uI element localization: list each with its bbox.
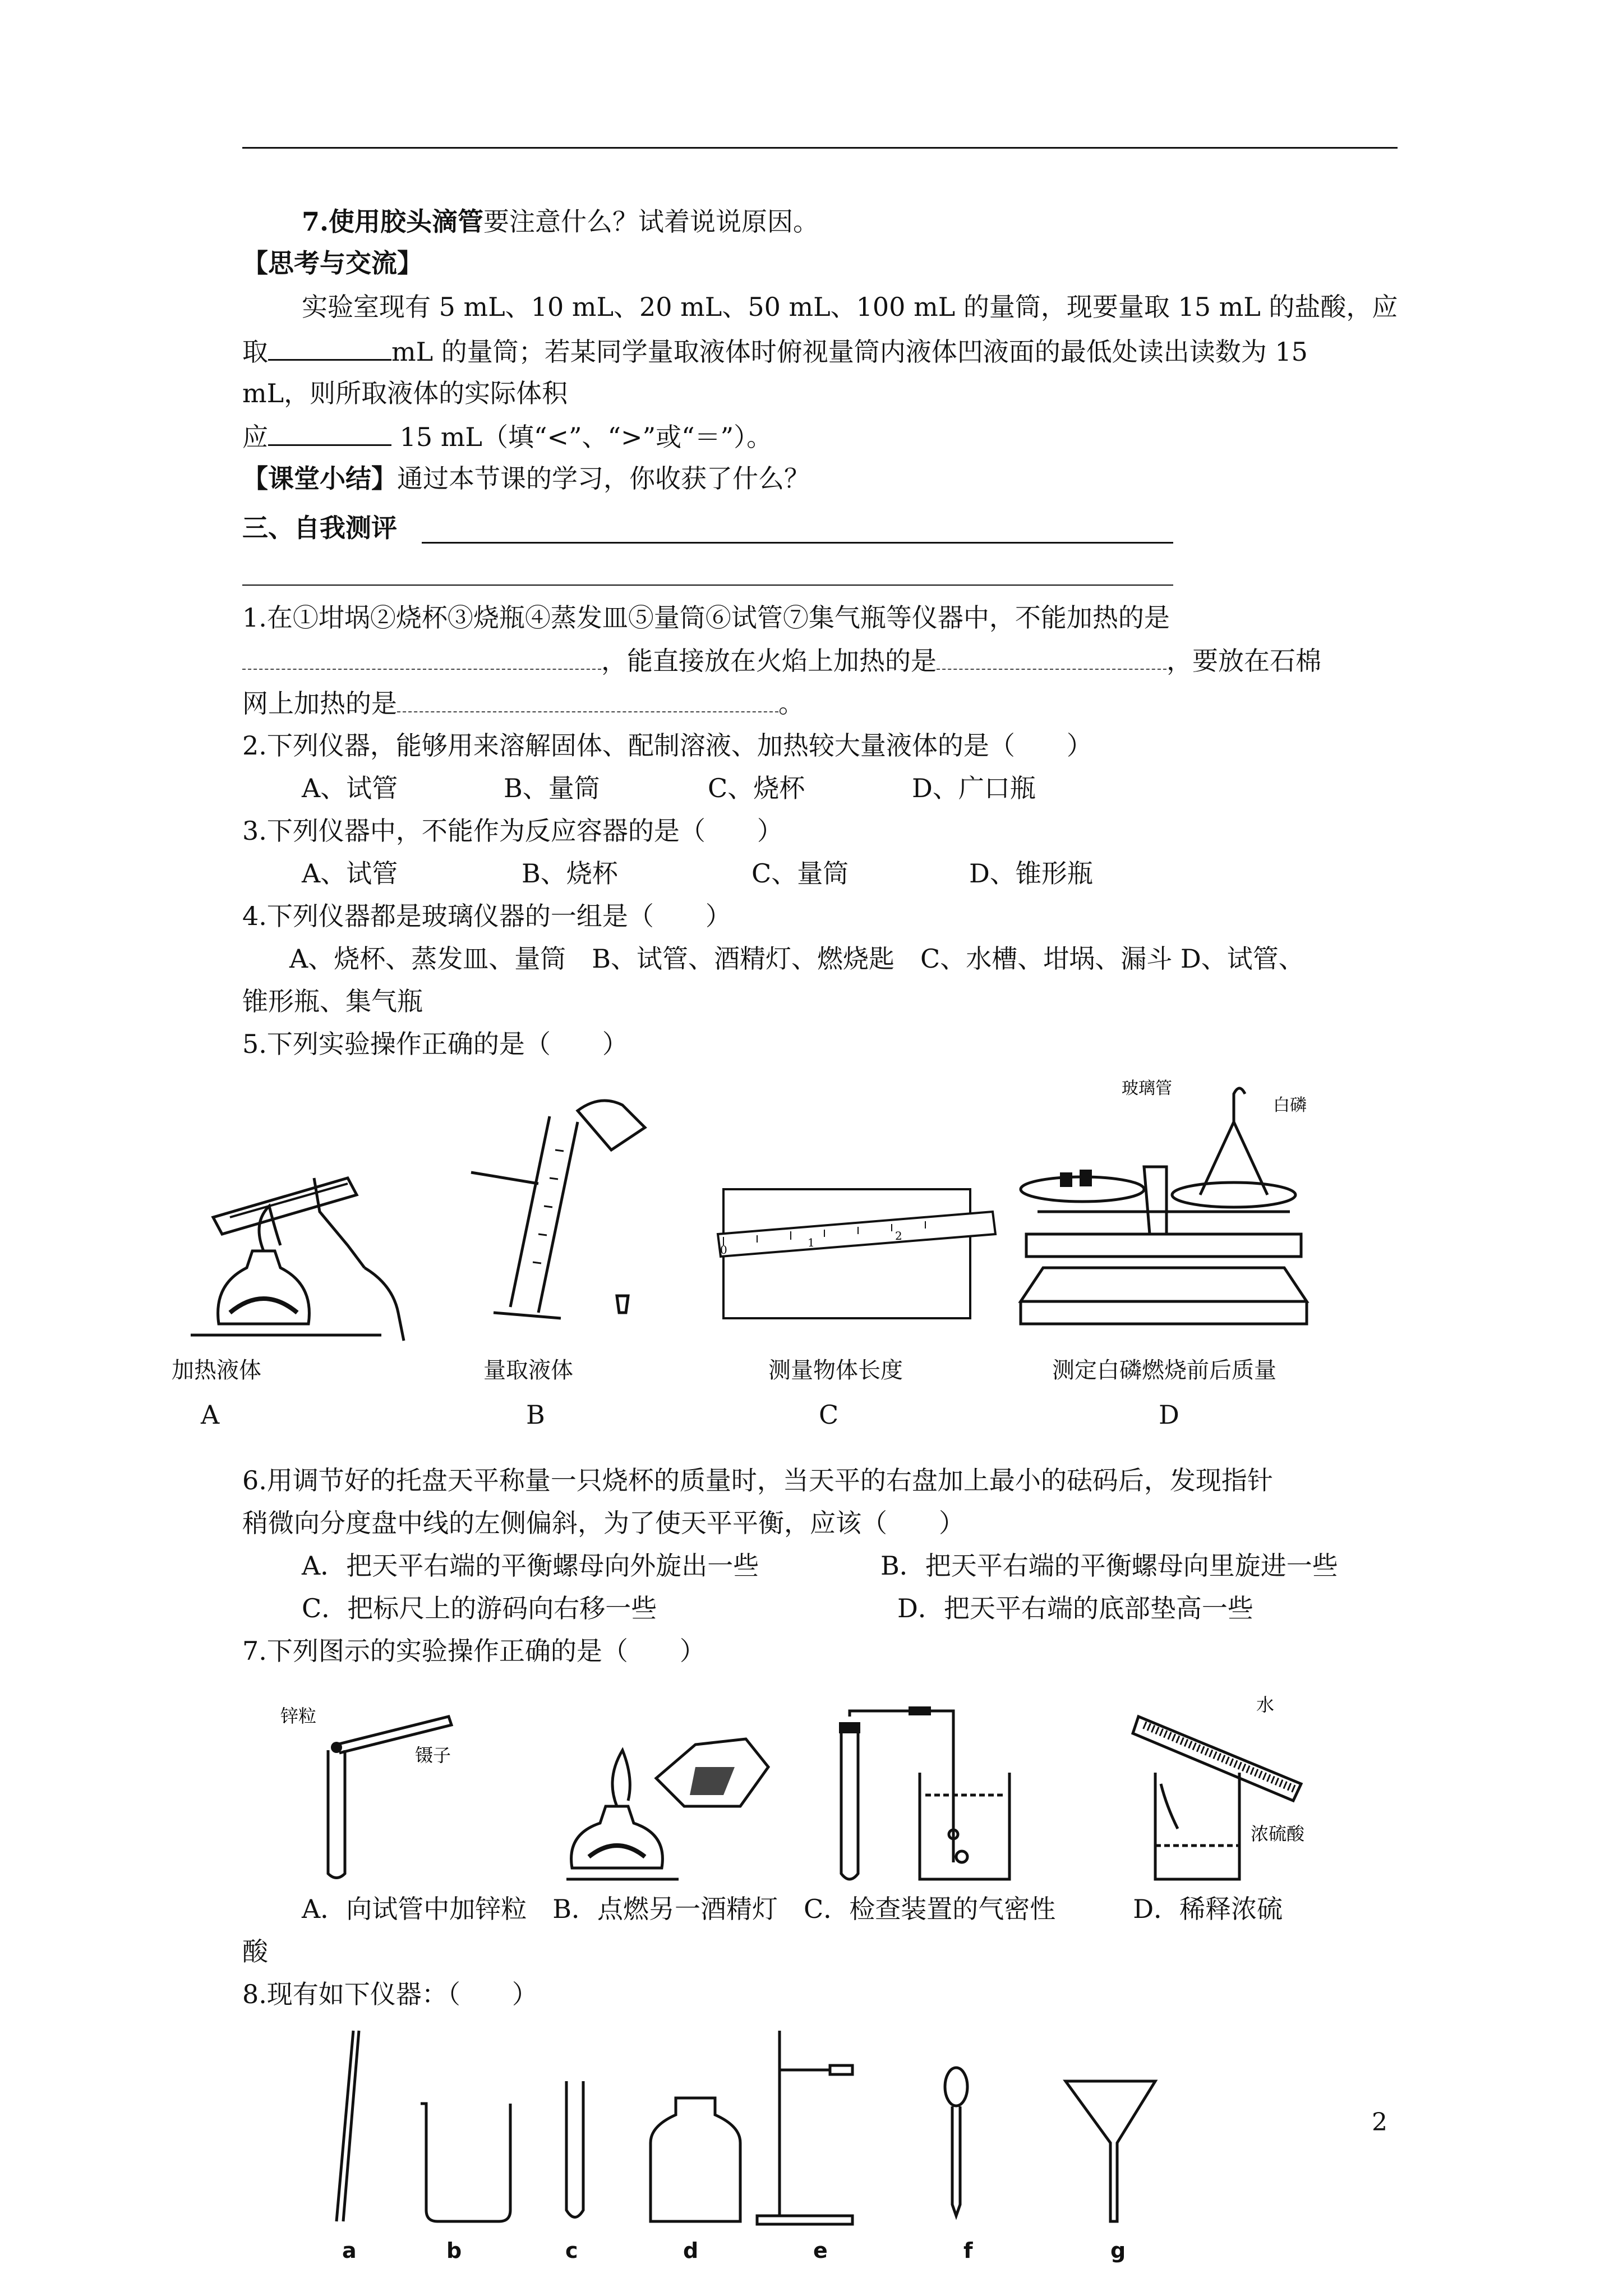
q5-caption-d: 测定白磷燃烧前后质量	[1052, 1358, 1276, 1383]
think-p2: 取 mL 的量筒；若某同学量取液体时俯视量筒内液体凹液面的最低处读出读数为 15	[242, 334, 1308, 368]
answer-blank[interactable]	[397, 687, 778, 712]
section3-underline-2	[242, 585, 1173, 586]
q3-stem: 3.下列仪器中，不能作为反应容器的是（ ）	[242, 816, 783, 846]
think-heading: 【思考与交流】	[242, 248, 423, 278]
q2-opt-a: A、试管	[302, 773, 398, 803]
q8-label-f: f	[963, 2238, 973, 2263]
q1-line3: 网上加热的是 。	[242, 687, 804, 720]
q5-figure-balance	[1009, 1077, 1324, 1335]
q4-options-2: 锥形瓶、集气瓶	[242, 986, 423, 1016]
q5-letter-d: D	[1159, 1400, 1179, 1430]
q2-opt-c: C、烧杯	[708, 773, 805, 803]
think-p4: 应 15 mL（填“<”、“>”或“＝”）。	[242, 420, 772, 453]
water-label: 水	[1256, 1694, 1275, 1715]
q4-options-1: A、烧杯、蒸发皿、量筒 B、试管、酒精灯、燃烧匙 C、水槽、坩埚、漏斗 D、试管、	[289, 944, 1304, 974]
q7-figure-lamp	[555, 1705, 780, 1885]
q8-instruments	[314, 2019, 1211, 2233]
acid-label: 浓硫酸	[1251, 1823, 1305, 1844]
q1-line1: 1.在①坩埚②烧杯③烧瓶④蒸发皿⑤量筒⑥试管⑦集气瓶等仪器中，不能加热的是	[242, 602, 1170, 633]
q8-label-c: c	[565, 2238, 578, 2263]
q7-figure-dilute-acid	[1116, 1683, 1363, 1896]
q5-letter-c: C	[819, 1400, 839, 1430]
q4-stem: 4.下列仪器都是玻璃仪器的一组是（ ）	[242, 901, 731, 931]
q7-options-line2: 酸	[242, 1936, 268, 1967]
q2-opt-d: D、广口瓶	[912, 773, 1036, 803]
answer-blank[interactable]	[937, 644, 1166, 670]
q5-stem: 5.下列实验操作正确的是（ ）	[242, 1029, 628, 1059]
q1-line2: ，能直接放在火焰上加热的是 ，要放在石棉	[242, 644, 1321, 677]
q6-line1: 6.用调节好的托盘天平称量一只烧杯的质量时，当天平的右盘加上最小的砝码后，发现指针	[242, 1465, 1273, 1496]
q6-line2: 稍微向分度盘中线的左侧偏斜，为了使天平平衡，应该（ ）	[242, 1508, 965, 1538]
ruler-label-0: 0	[720, 1243, 727, 1257]
tweezers-label: 镊子	[415, 1745, 451, 1766]
q8-label-g: g	[1110, 2238, 1126, 2263]
q2-stem: 2.下列仪器，能够用来溶解固体、配制溶液、加热较大量液体的是（ ）	[242, 730, 1092, 761]
page-number: 2	[1372, 2108, 1387, 2137]
q3-opt-d: D、锥形瓶	[969, 858, 1093, 889]
q7-figure-zinc	[275, 1694, 499, 1885]
q5-caption-c: 测量物体长度	[768, 1358, 903, 1383]
q5-figure-measuring-length	[712, 1184, 1004, 1324]
q8-label-a: a	[342, 2238, 357, 2263]
zinc-label: 锌粒	[280, 1705, 317, 1727]
section3-heading: 三、自我测评	[242, 513, 397, 543]
q5-caption-b: 量取液体	[483, 1358, 573, 1383]
q8-stem: 8.现有如下仪器：（ ）	[242, 1979, 538, 2009]
q6-opt-a: A．把天平右端的平衡螺母向外旋出一些	[302, 1550, 759, 1581]
q2-opt-b: B、量筒	[504, 773, 600, 803]
q5-figure-measuring-liquid	[460, 1083, 695, 1329]
q6-opt-d: D．把天平右端的底部垫高一些	[897, 1593, 1253, 1623]
summary-line: 【课堂小结】通过本节课的学习，你收获了什么？	[242, 463, 810, 494]
q8-label-e: e	[813, 2238, 828, 2263]
q3-opt-c: C、量筒	[751, 858, 849, 889]
glass-tube-label: 玻璃管	[1122, 1079, 1172, 1098]
think-p1: 实验室现有 5 mL、10 mL、20 mL、50 mL、100 mL 的量筒，现要量取 15 mL 的盐酸，应	[302, 292, 1398, 322]
q8-label-d: d	[683, 2238, 699, 2263]
q3-opt-a: A、试管	[302, 858, 398, 889]
q5-letter-b: B	[526, 1400, 545, 1430]
ruler-label-1: 1	[808, 1236, 815, 1249]
q7-stem: 7.下列图示的实验操作正确的是（ ）	[242, 1636, 706, 1666]
q5-letter-a: A	[201, 1400, 220, 1430]
ruler-label-2: 2	[895, 1229, 902, 1243]
think-p3: mL，则所取液体的实际体积	[242, 378, 568, 408]
q6-opt-c: C．把标尺上的游码向右移一些	[302, 1593, 657, 1623]
header-rule	[242, 147, 1398, 149]
q7-figure-airtight	[808, 1705, 1032, 1890]
section3-underline-1	[422, 542, 1173, 544]
q7-heading: 7.使用胶头滴管要注意什么？试着说说原因。	[302, 206, 819, 237]
q8-label-b: b	[446, 2238, 462, 2263]
q7-options-line: A．向试管中加锌粒 B．点燃另一酒精灯 C．检查装置的气密性 D．稀释浓硫	[302, 1894, 1283, 1924]
answer-blank[interactable]	[242, 644, 601, 670]
answer-blank[interactable]	[268, 334, 391, 361]
q5-caption-a: 加热液体	[172, 1358, 261, 1383]
q3-opt-b: B、烧杯	[522, 858, 618, 889]
white-phosphorus-label: 白磷	[1273, 1096, 1307, 1115]
q6-opt-b: B．把天平右端的平衡螺母向里旋进一些	[880, 1550, 1338, 1581]
answer-blank[interactable]	[268, 420, 391, 446]
q5-figure-heating-liquid	[179, 1156, 437, 1346]
